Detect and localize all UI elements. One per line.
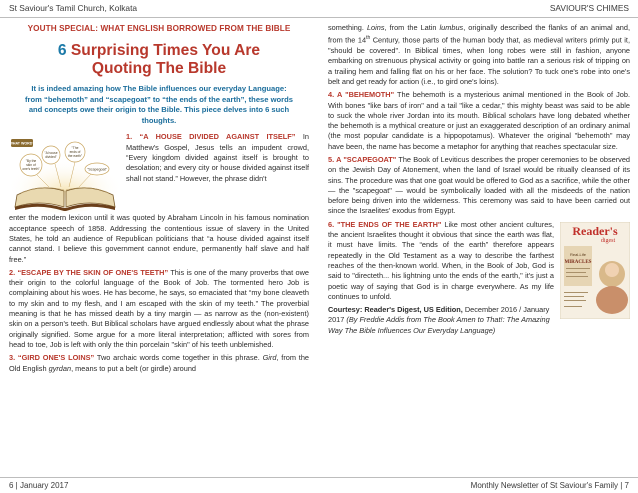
item-3-text-g: Century, those parts of the human body that, as medieval writers primly put it, "should be covered". In Biblical times, when long robes were still in fashion, anyone embarking on strenuous physical activity or going into battle ran a serious risk of tripping on a trailing hem and falling flat on his or her face. The solution? To tuck one's robe into one's belt and get ready for action (i.e., to gird one's loins).	[328, 35, 630, 86]
newsletter-name: SAVIOUR'S CHIMES	[549, 3, 629, 13]
item-1-heading: 1. “A HOUSE DIVIDED AGAINST ITSELF”	[126, 132, 296, 142]
item-6-text: Like most other ancient cultures, the ancient Israelites thought it obvious that since the earth was flat, it must have limits. The “ends of the earth” therefore appears repeatedly in the Old Testament as a way to describe the farthest reaches of the then-known world. When, in the Book of Job, God is said to "directeth... his lightning unto the ends of the earth," it's just a poetic way of saying that God is in charge everywhere. As my life continues to unfold.	[328, 219, 555, 301]
item-3-sup: th	[366, 35, 371, 42]
item-3-em-gyrdan: gyrdan	[48, 363, 72, 373]
item-3-right	[328, 23, 630, 87]
bubble-2: "A house	[44, 151, 58, 156]
title-number: 6	[57, 42, 67, 59]
readers-digest-cover	[560, 222, 630, 319]
article-intro: It is indeed amazing how The Bible influences our everyday Language: from “behemoth” and “scapegoat” to “the ends of the earth”, these words and concepts owe their origin to the Bible. This piece delves into 6 such thoughts.	[25, 84, 293, 125]
page-number-left: 6 | January 2017	[9, 481, 69, 490]
item-2-text: This is one of the many proverbs that owe their origin to the colorful language of the Book of Job. The tormented hero Job is complaining about his woes. He has become, he says, so emaciated that “my bone cleaveth to my skin and to my flesh, and I am escaped with the skin of my teeth.” The proverbial meaning is that he has missed death by a tiny margin — as narrow as the (non-existent) skin on a person's teeth. But Biblical scholars have argued endlessly about what the phrase originally signified. Some argue for a more literal interpretation; afflicted with sores from head to toe, Job is left with only the thin porcelain "skin" of his teeth unblemished.	[9, 267, 309, 349]
bubble-3: "The	[71, 146, 79, 151]
item-3-text-d: something.	[328, 23, 367, 32]
page-number-right: Monthly Newsletter of St Saviour's Family | 7	[470, 481, 629, 490]
item-3-text-b: , from the Old English	[9, 353, 309, 373]
item-3-heading: 3. “GIRD ONE'S LOINS”	[9, 353, 95, 363]
bubble-1c: one's teeth"	[22, 167, 40, 172]
magazine-brand-bottom: digest	[600, 237, 616, 244]
item-5-text: The Book of Leviticus describes the proper ceremonies to be observed on the Jewish Day of Atonement, when the land of Israel would be ritually cleansed of its sins. The procedure was that one goat would be offered to God as a sacrifice, while the other — the "scapegoat" — would be symbolically loaded with all the misdeeds of the nation before being driven into the wilderness. This ceremony was said to have been carried out since the Israelites' exodus from Egypt.	[328, 155, 630, 216]
courtesy-credit: (By Freddie Addis from The Book Amen to That!: The Amazing Way The Bible Influences Our Everyday Language)	[328, 315, 550, 335]
page-footer	[0, 477, 638, 493]
article-title-line1	[9, 42, 309, 59]
item-2-heading: 2. “ESCAPE BY THE SKIN OF ONE'S TEETH”	[9, 267, 169, 277]
left-column	[9, 23, 309, 471]
article-kicker: YOUTH SPECIAL: WHAT ENGLISH BORROWED FROM THE BIBLE	[27, 24, 291, 33]
bubble-tag: WHAT WORD?	[9, 141, 35, 146]
item-3-em-gird: Gird	[262, 353, 277, 363]
right-column	[328, 23, 630, 471]
bubble-1b: skin of	[26, 163, 36, 168]
item-3-em-loins: Loins	[366, 23, 385, 32]
item-3-text-f: , originally described the flanks of an animal and, from the 14	[328, 23, 630, 45]
item-1-text-a: In Matthew's Gospel, Jesus tells an impudent crowd, “Every kingdom divided against itself is brought to desolation; and every city or house divided against itself shall not stand.” However, the phrase didn't	[126, 132, 309, 183]
courtesy-date: December 2016 / January 2017	[328, 305, 550, 325]
bubble-3b: ends of	[69, 150, 81, 155]
item-3-text-a: Two archaic words come together in this phrase.	[94, 353, 263, 363]
bubble-4: "Scapegoat"	[87, 167, 107, 172]
church-name: St Saviour's Tamil Church, Kolkata	[9, 3, 138, 13]
item-4	[328, 90, 630, 152]
item-5-heading: 5. A "SCAPEGOAT"	[328, 155, 397, 164]
bubble-2b: divided"	[45, 155, 57, 160]
magazine-cover-icon	[560, 222, 630, 319]
item-3-left	[9, 353, 309, 374]
item-1	[9, 132, 309, 264]
bible-illustration	[9, 137, 121, 213]
item-5	[328, 155, 630, 217]
bubble-3c: the earth"	[67, 154, 83, 159]
item-2	[9, 268, 309, 350]
magazine-brand-top: Reader's	[572, 223, 618, 238]
item-3-text-c: , means to put a belt (or girdle) around	[71, 363, 196, 373]
title-text-1: Surprising Times You Are	[66, 42, 261, 59]
page-header	[0, 0, 638, 18]
article-title-line2: Quoting The Bible	[91, 60, 227, 77]
item-6-block	[328, 220, 630, 336]
cover-line-1: Real-Life	[569, 251, 587, 257]
open-book-icon	[9, 137, 121, 213]
item-4-text: The behemoth is a mysterious animal mentioned in the Book of Job. With bones "like bars of iron" and a tail "like a cedar," this mighty beast was said to be able to suck the whole river Jordan into its mouth. Biblical scholars have long debated whether the behemoth is a mythical creature or just an exaggerated description of an ordinary animal (the most popular candidate is a hippopotamus). Whatever the original "behemoth" may have been, the name has become a metaphor for anything that reaches spectacular size.	[328, 90, 630, 151]
bubble-1: "By the	[25, 159, 37, 164]
item-3-text-e: , from the Latin	[384, 23, 440, 32]
item-4-heading: 4. A "BEHEMOTH"	[328, 90, 395, 100]
courtesy-label: Courtesy: Reader's Digest, US Edition,	[328, 305, 463, 315]
item-1-text-full: enter the modern lexicon until it was quoted by Abraham Lincoln in his famous nomination acceptance speech of 1858. Addressing the contentious issue of slavery in the United States, he told an audience of Republican politicians that “a house divided against itself cannot stand. I believe this government cannot endure, permanently half slave and half free.”	[9, 213, 309, 264]
item-3-em-lumbus: lumbus	[439, 23, 464, 32]
item-6-heading: 6. "THE ENDS OF THE EARTH"	[328, 219, 442, 229]
cover-line-2: MIRACLES	[564, 259, 592, 265]
